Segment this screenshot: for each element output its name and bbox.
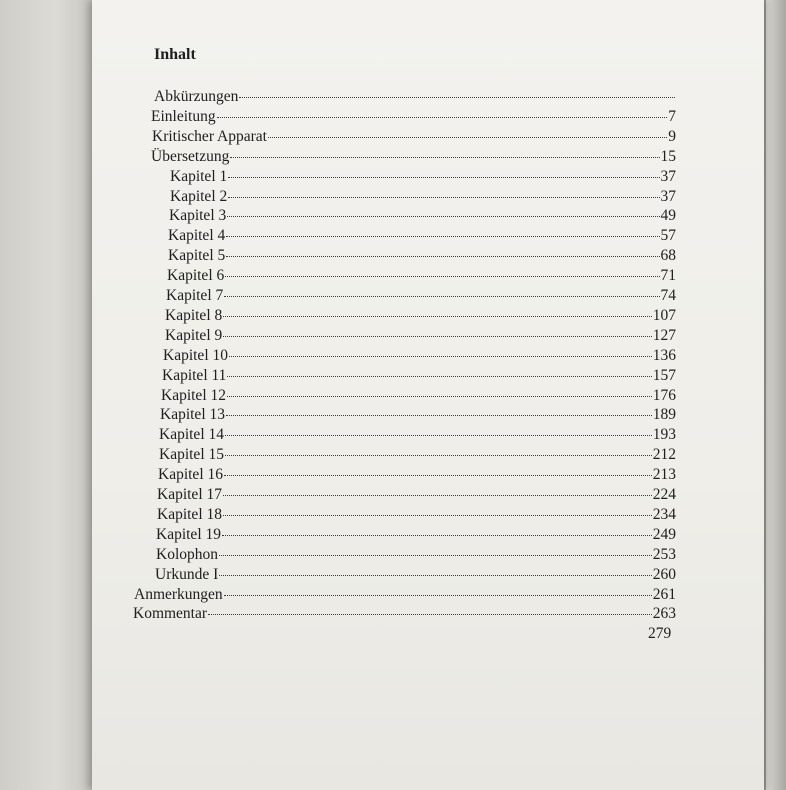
- toc-entry[interactable]: [165, 327, 676, 347]
- toc-entry[interactable]: [165, 307, 676, 327]
- toc-entry[interactable]: [162, 367, 676, 387]
- toc-entry[interactable]: [159, 446, 676, 466]
- toc-entry-page-number: 9: [668, 127, 676, 145]
- dot-leader: [219, 555, 652, 556]
- toc-entry[interactable]: [169, 207, 676, 227]
- toc-entry[interactable]: [167, 267, 676, 287]
- toc-entry-label: Kapitel 19: [156, 525, 221, 543]
- toc-entry-label: Übersetzung: [151, 147, 230, 165]
- dot-leader: [224, 296, 659, 297]
- toc-entry-page-number: 37: [660, 167, 676, 185]
- toc-entry-label: Kapitel 14: [159, 426, 224, 444]
- toc-entry[interactable]: [161, 387, 676, 407]
- toc-entry[interactable]: [156, 546, 676, 566]
- trailing-page-number: 279: [648, 625, 672, 643]
- dot-leader: [223, 515, 652, 516]
- toc-entry-label: Urkunde I: [155, 565, 219, 583]
- dot-leader: [223, 495, 652, 496]
- toc-entry-label: Kapitel 10: [163, 346, 228, 364]
- toc-entry-page-number: 260: [652, 565, 676, 583]
- toc-entry[interactable]: [157, 506, 676, 526]
- left-page: [0, 0, 100, 790]
- dot-leader: [228, 197, 659, 198]
- toc-entry[interactable]: [166, 287, 676, 307]
- toc-entry-page-number: 224: [652, 486, 676, 503]
- dot-leader: [217, 117, 668, 118]
- toc-entry-label: Kritischer Apparat: [152, 127, 267, 145]
- dot-leader: [225, 435, 652, 436]
- dot-leader: [228, 177, 659, 178]
- toc-entry-page-number: 189: [652, 406, 676, 424]
- toc-entry[interactable]: [133, 605, 676, 625]
- toc-entry-label: Kapitel 1: [170, 167, 228, 185]
- toc-entry-label: Kapitel 2: [170, 187, 228, 205]
- toc-entry-label: Kapitel 15: [159, 446, 224, 464]
- dot-leader: [227, 376, 651, 377]
- toc-entry-page-number: 263: [652, 605, 676, 623]
- toc-entry[interactable]: [151, 148, 676, 168]
- toc-entry[interactable]: [154, 88, 676, 108]
- toc-entry-label: Kapitel 5: [168, 247, 226, 265]
- dot-leader: [224, 475, 652, 476]
- dot-leader: [223, 316, 652, 317]
- dot-leader: [208, 614, 652, 615]
- dot-leader: [227, 396, 652, 397]
- toc-entry-page-number: 15: [660, 147, 676, 165]
- toc-entry-label: Kapitel 3: [169, 207, 227, 225]
- toc-entry-label: Kapitel 4: [168, 227, 226, 245]
- toc-entry-label: Anmerkungen: [134, 585, 223, 603]
- toc-entry[interactable]: [157, 486, 676, 506]
- toc-entry-page-number: 193: [652, 426, 676, 444]
- dot-leader: [229, 356, 652, 357]
- contents-page: [92, 0, 764, 790]
- toc-entry-label: Kapitel 7: [166, 287, 224, 304]
- dot-leader: [226, 415, 652, 416]
- toc-entry-page-number: 234: [652, 505, 676, 523]
- toc-entry-page-number: 37: [660, 187, 676, 205]
- toc-entry[interactable]: [168, 247, 676, 267]
- dot-leader: [219, 575, 651, 576]
- toc-entry-page-number: 127: [652, 326, 676, 344]
- dot-leader: [239, 97, 675, 98]
- toc-entry-page-number: 261: [652, 585, 676, 603]
- toc-entry[interactable]: [160, 406, 676, 426]
- toc-entry-page-number: 49: [660, 207, 676, 225]
- toc-entry-label: Kommentar: [133, 605, 208, 623]
- dot-leader: [222, 535, 652, 536]
- toc-entry[interactable]: [156, 526, 676, 546]
- toc-entry-page-number: 136: [652, 346, 676, 364]
- dot-leader: [226, 236, 659, 237]
- toc-entry-label: Kapitel 13: [160, 406, 225, 424]
- toc-entry-label: Kolophon: [156, 545, 218, 563]
- toc-entry-page-number: 157: [652, 366, 676, 384]
- toc-entry-page-number: 107: [652, 306, 676, 324]
- dot-leader: [223, 336, 652, 337]
- toc-entry[interactable]: [170, 168, 676, 188]
- dot-leader: [225, 276, 659, 277]
- toc-entry-label: Kapitel 12: [161, 386, 226, 404]
- dot-leader: [224, 595, 652, 596]
- toc-entry-page-number: 7: [668, 107, 676, 125]
- dot-leader: [225, 455, 652, 456]
- toc-entry-page-number: 57: [660, 227, 676, 245]
- toc-entry-label: Kapitel 16: [158, 466, 223, 484]
- dot-leader: [227, 216, 659, 217]
- toc-entry-label: Einleitung: [151, 107, 216, 125]
- toc-entry-label: Kapitel 11: [162, 366, 227, 384]
- toc-entry-page-number: 68: [660, 247, 676, 265]
- toc-entry-page-number: 71: [660, 267, 676, 285]
- page-title: Inhalt: [154, 46, 196, 63]
- toc-entry[interactable]: [163, 347, 676, 367]
- toc-entry-page-number: 249: [652, 525, 676, 543]
- toc-entry[interactable]: [159, 426, 676, 446]
- toc-entry[interactable]: [158, 466, 676, 486]
- toc-entry[interactable]: [155, 566, 676, 586]
- toc-entry-page-number: 212: [652, 446, 676, 464]
- toc-entry-page-number: 213: [652, 466, 676, 484]
- toc-entry-label: Abkürzungen: [154, 88, 239, 105]
- toc-entry[interactable]: [151, 108, 676, 128]
- dot-leader: [226, 256, 659, 257]
- toc-entry[interactable]: [168, 227, 676, 247]
- toc-entry-label: Kapitel 18: [157, 505, 222, 523]
- toc-entry-page-number: 74: [660, 287, 676, 304]
- dot-leader: [268, 137, 667, 138]
- toc-entry-label: Kapitel 17: [157, 486, 222, 503]
- toc-entry-label: Kapitel 8: [165, 306, 223, 324]
- dot-leader: [230, 157, 659, 158]
- toc-entry-label: Kapitel 6: [167, 267, 225, 285]
- toc-entry[interactable]: [134, 586, 676, 606]
- right-page-edge: [766, 0, 786, 790]
- toc-entry-page-number: 176: [652, 386, 676, 404]
- toc-entry-page-number: 253: [652, 545, 676, 563]
- toc-entry[interactable]: [152, 128, 676, 148]
- toc-entry-label: Kapitel 9: [165, 326, 223, 344]
- toc-entry[interactable]: [170, 188, 676, 208]
